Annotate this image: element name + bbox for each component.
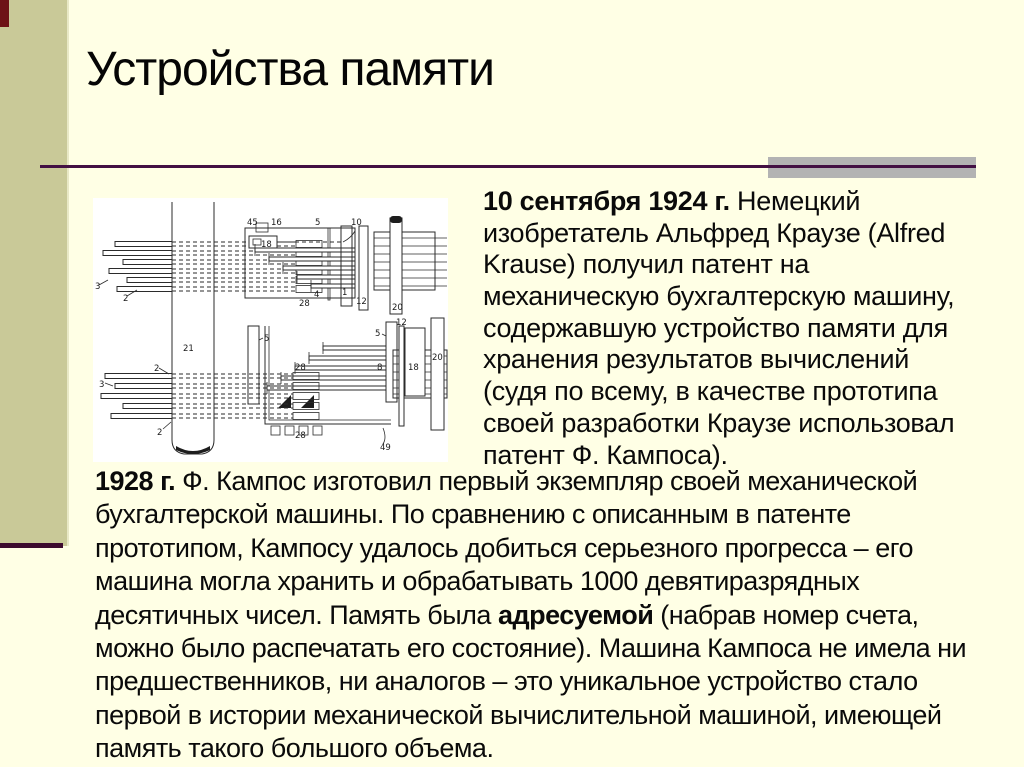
svg-text:18: 18	[261, 240, 272, 250]
paragraph-line: предшественников, ни аналогов – это уникальное устройство стало	[95, 666, 918, 697]
fig1-right-assembly	[359, 216, 447, 314]
svg-text:28: 28	[299, 299, 310, 309]
title-rule	[40, 165, 976, 168]
paragraph-line: память такого большого объема.	[95, 733, 494, 764]
svg-text:5: 5	[375, 329, 381, 339]
svg-text:28: 28	[295, 431, 306, 441]
paragraph-line: бухгалтерской машины. По сравнению с описанным в патенте	[95, 499, 851, 530]
fig2-right-assembly	[383, 318, 447, 444]
corner-accent-mark	[0, 0, 9, 27]
sidebar-band	[0, 0, 69, 546]
fig2-frame	[265, 326, 391, 435]
paragraph-line: содержавшую устройство памяти для	[483, 312, 948, 343]
svg-text:5: 5	[264, 334, 270, 344]
tube-21	[172, 202, 214, 454]
page-title: Устройства памяти	[86, 43, 494, 96]
svg-text:12: 12	[356, 297, 367, 307]
svg-text:49: 49	[380, 443, 391, 453]
svg-text:2: 2	[154, 364, 160, 374]
patent-drawing	[93, 198, 448, 462]
fig1-frame	[245, 223, 355, 306]
paragraph-1928	[95, 466, 980, 767]
paragraph-line: Krause) получил патент на	[483, 249, 810, 280]
svg-text:4: 4	[314, 290, 320, 300]
paragraph-line: своей разработки Краузе использовал	[483, 407, 955, 438]
paragraph-line: можно было распечатать его состояние). Машина Кампоса не имела ни	[95, 632, 967, 663]
svg-text:2: 2	[123, 294, 129, 304]
svg-text:18: 18	[408, 363, 419, 373]
svg-text:5: 5	[315, 218, 321, 228]
paragraph-line: десятичных чисел. Память была адресуемой (набрав номер счета,	[95, 599, 919, 630]
svg-text:28: 28	[295, 363, 306, 373]
svg-text:1: 1	[342, 288, 348, 298]
sidebar-accent-bar	[0, 543, 63, 548]
paragraph-line: патент Ф. Кампоса).	[483, 439, 728, 470]
paragraph-line: машина могла хранить и обрабатывать 1000 девятиразрядных	[95, 566, 860, 597]
svg-text:20: 20	[392, 303, 403, 313]
paragraph-line: прототипом, Кампосу удалось добиться серьезного прогресса – его	[95, 532, 913, 563]
patent-figure	[93, 198, 448, 462]
svg-text:20: 20	[432, 353, 443, 363]
svg-text:10: 10	[351, 218, 362, 228]
paragraph-line: первой в истории механической вычислительной машиной, имеющей	[95, 699, 942, 730]
svg-text:3: 3	[95, 282, 101, 292]
paragraph-line: изобретатель Альфред Краузе (Alfred	[483, 217, 946, 248]
svg-text:3: 3	[99, 380, 105, 390]
paragraph-line: хранения результатов вычислений	[483, 344, 910, 375]
svg-text:8: 8	[377, 363, 383, 373]
svg-text:45: 45	[247, 218, 258, 228]
paragraph-line: 10 сентября 1924 г. Немецкий	[483, 186, 861, 216]
svg-text:16: 16	[271, 218, 282, 228]
paragraph-line: (судя по всему, в качестве прототипа	[483, 376, 938, 407]
paragraph-line: 1928 г. Ф. Кампос изготовил первый экземпляр своей механической	[95, 466, 918, 496]
svg-text:2: 2	[157, 428, 163, 438]
paragraph-1924	[483, 186, 983, 471]
svg-text:12: 12	[396, 318, 407, 328]
paragraph-line: механическую бухгалтерскую машину,	[483, 281, 955, 312]
svg-text:21: 21	[183, 344, 194, 354]
